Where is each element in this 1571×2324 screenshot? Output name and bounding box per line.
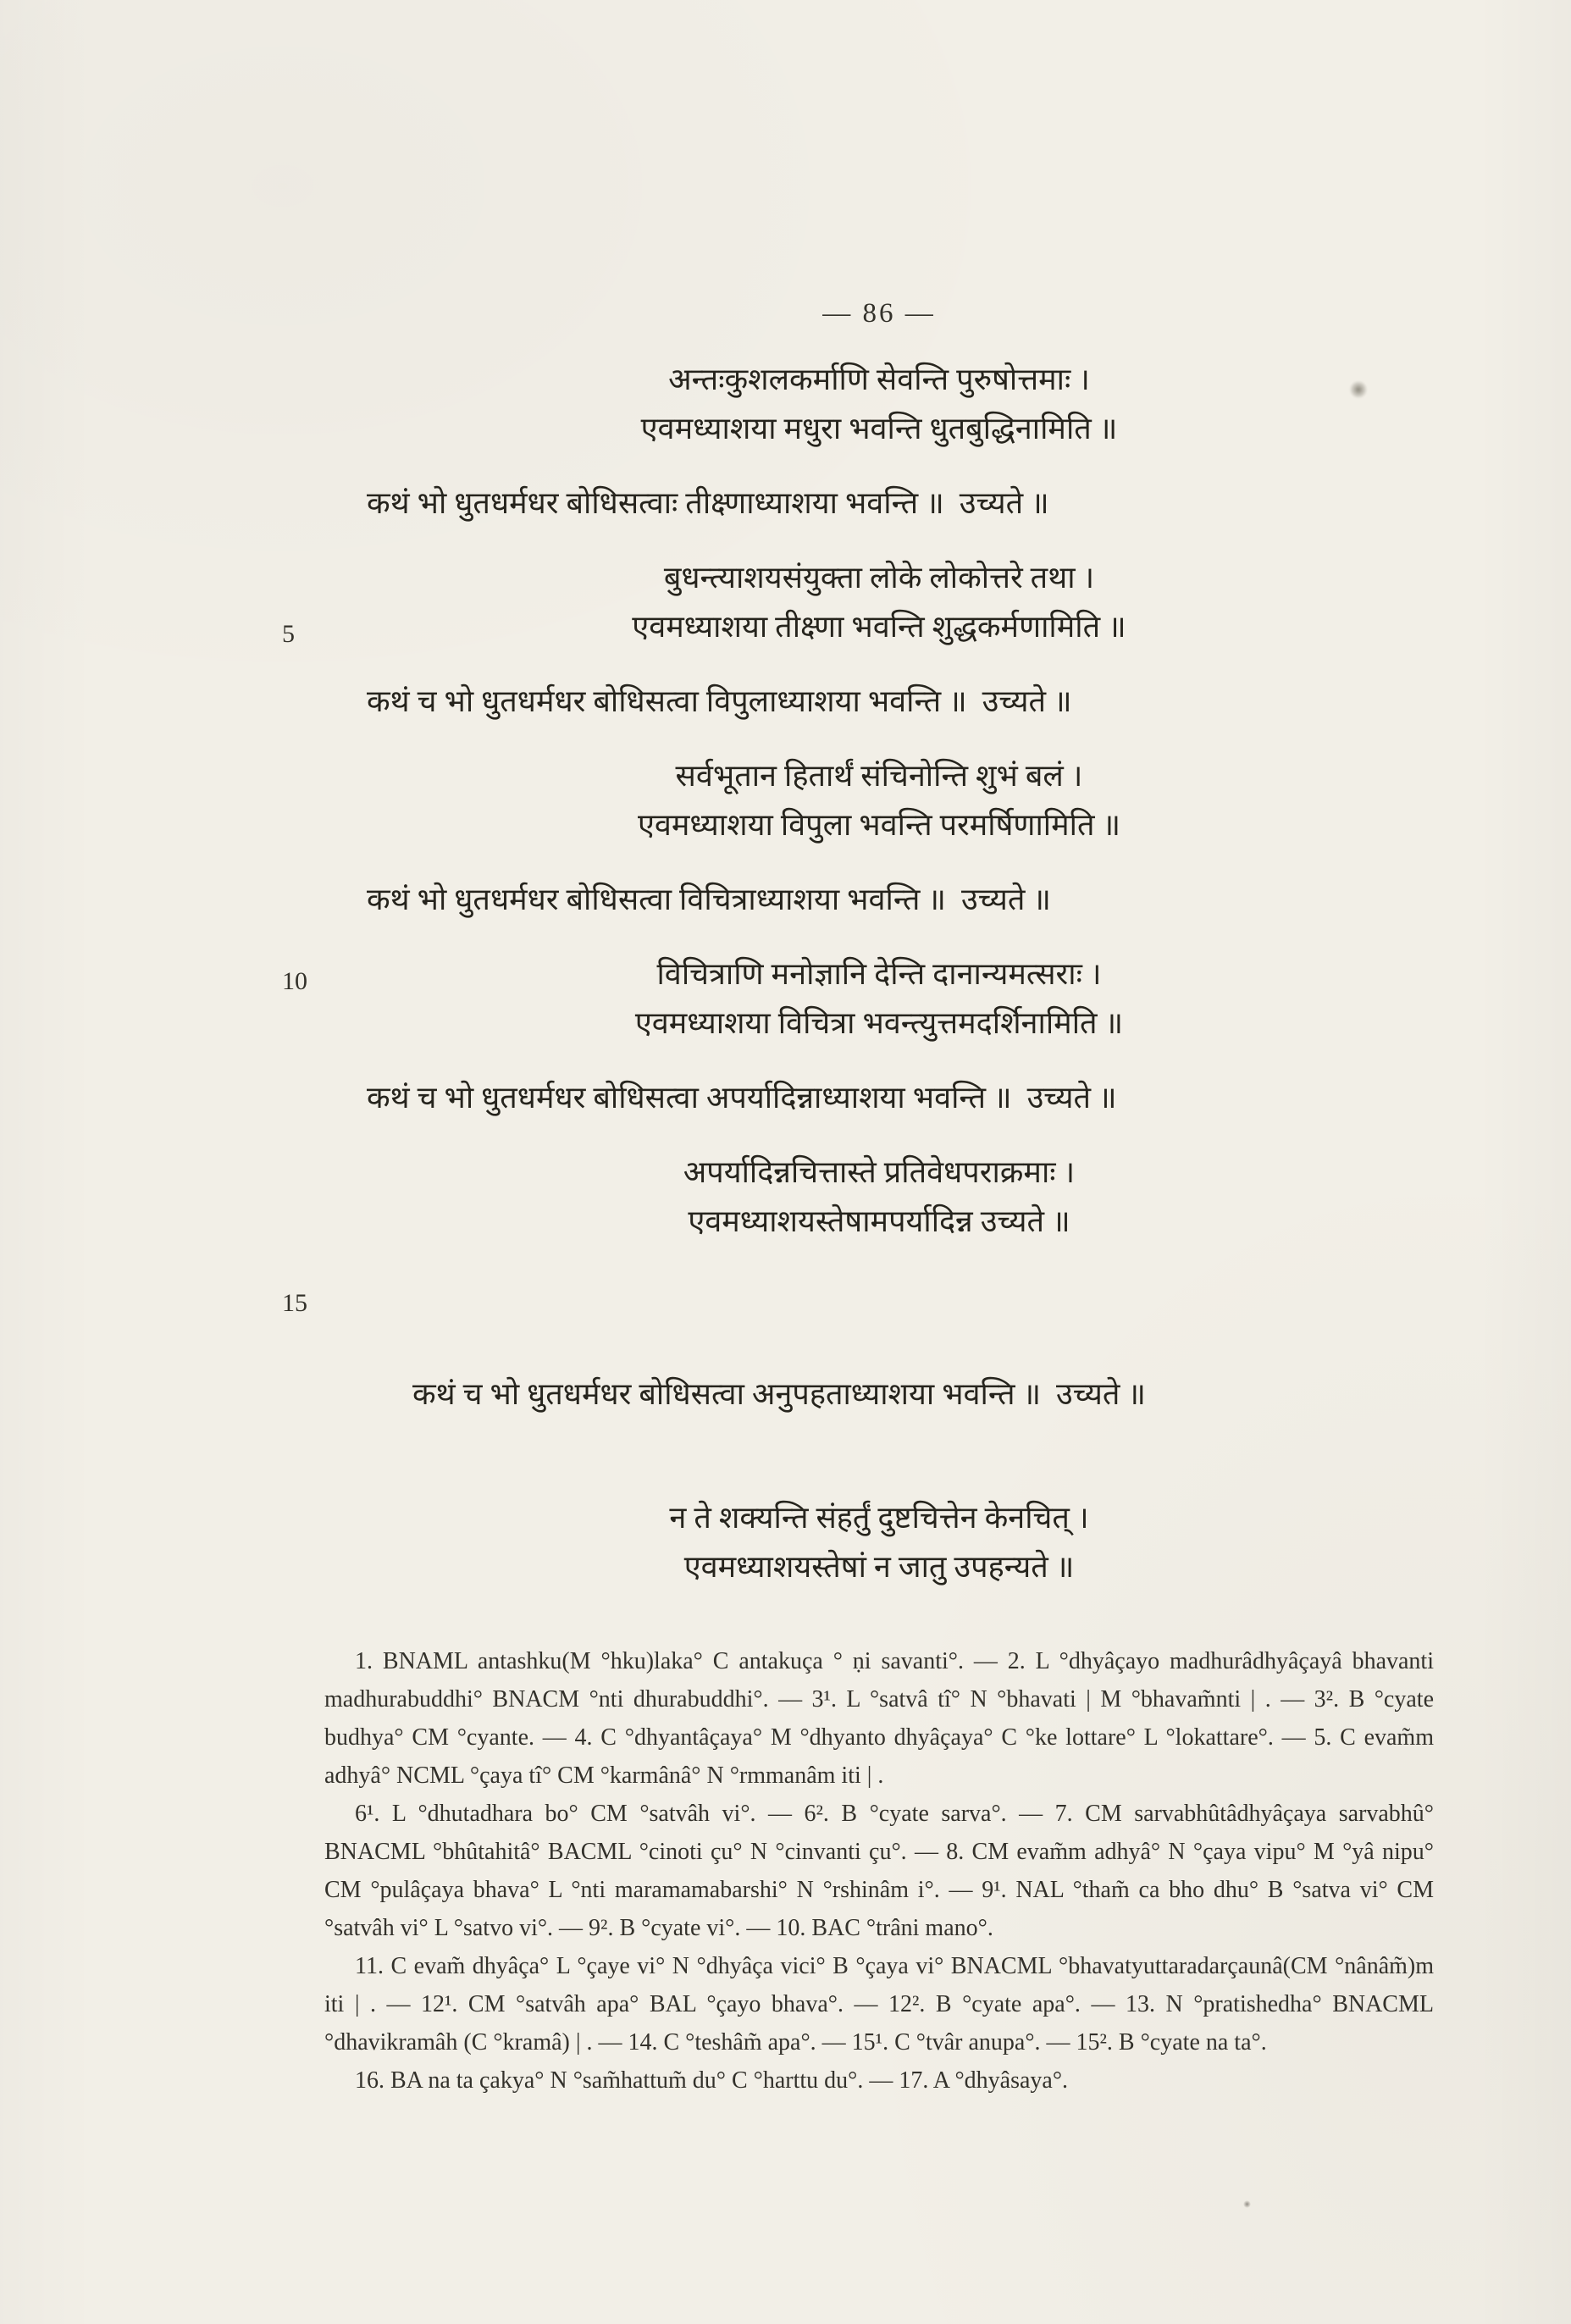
critical-apparatus	[324, 1642, 1434, 2100]
verse-line	[282, 949, 1434, 999]
verse-line: सर्वभूतान हितार्थं संचिनोन्ति शुभं बलं ।	[675, 759, 1083, 793]
verse-line: अपर्यादिन्नचित्तास्ते प्रतिवेधपराक्रमाः ।	[683, 1155, 1076, 1189]
verse-stanza	[282, 949, 1434, 1048]
margin-line-number: 10	[282, 967, 307, 995]
verse-stanza	[324, 1493, 1434, 1591]
text-column	[282, 0, 1434, 2100]
apparatus-note-group: 16. BA na ta çakya° N °sam̃hattum̃ du° C °harttu du°. — 17. A °dhyâsaya°.	[355, 2067, 1069, 2094]
verse-line-text: विचित्राणि मनोज्ञानि देन्ति दानान्यमत्सराः ।	[656, 957, 1102, 991]
verse-stanza	[324, 1148, 1434, 1246]
apparatus-note-group: 6¹. L °dhutadhara bo° CM °satvâh vi°. — 6². B °cyate sarva°. — 7. CM sarvabhûtâdhyâçaya sarvabhû° BNACML °bhûtahitâ° BACML °cinoti çu° N °cinvanti çu°. — 8. CM evam̃m adhyâ° N °çaya vipu° M °yâ nipu° CM °pulâçaya bhava° L °nti maramamabarshi° N °rshinâm i°. — 9¹. NAL °tham̃ ca bho dhu° B °satva vi° CM °satvâh vi° L °satvo vi°. — 9². B °cyate vi°. — 10. BAC °trâni mano°.	[324, 1801, 1434, 1941]
verse-line-text: एवमध्याशया तीक्ष्णा भवन्ति शुद्धकर्मणामिति ॥	[632, 610, 1126, 644]
verse-stanza	[282, 553, 1434, 651]
verse-stanza	[324, 355, 1434, 453]
margin-line-number: 15	[282, 1289, 307, 1317]
question-line-text: कथं च भो धुतधर्मधर बोधिसत्वा अनुपहताध्याशया भवन्ति ॥ उच्यते ॥	[412, 1377, 1146, 1411]
apparatus-note-group: 1. BNAML antashku(M °hku)laka° C antakuça ° ṇi savanti°. — 2. L °dhyâçayo madhurâdhyâçayâ bhavanti madhurabuddhi° BNACM °nti dhurabuddhi°. — 3¹. L °satvâ tî° N °bhavati | M °bhavam̃nti | . — 3². B °cyate budhya° CM °cyante. — 4. C °dhyantâçaya° M °dhyanto dhyâçaya° C °ke lottare° L °lokattare°. — 5. C evam̃m adhyâ° NCML °çaya tî° CM °karmânâ° N °rmmanâm iti | .	[324, 1648, 1434, 1789]
verse-line: बुधन्त्याशयसंयुक्ता लोके लोकोत्तरे तथा ।	[663, 561, 1095, 595]
question-line: कथं च भो धुतधर्मधर बोधिसत्वा विपुलाध्याशया भवन्ति ॥ उच्यते ॥	[367, 684, 1072, 718]
verse-line: अन्तःकुशलकर्माणि सेवन्ति पुरुषोत्तमाः ।	[668, 362, 1090, 396]
verse-line: एवमध्याशया मधुरा भवन्ति धुतबुद्धिनामिति ॥	[640, 412, 1118, 445]
verse-line: एवमध्याशया विचित्रा भवन्त्युत्तमदर्शिनामिति ॥	[634, 1006, 1124, 1040]
question-line: कथं भो धुतधर्मधर बोधिसत्वा विचित्राध्याशया भवन्ति ॥ उच्यते ॥	[367, 883, 1051, 916]
question-line: कथं च भो धुतधर्मधर बोधिसत्वा अपर्यादिन्नाध्याशया भवन्ति ॥ उच्यते ॥	[367, 1081, 1117, 1115]
apparatus-note-group: 11. C evam̃ dhyâça° L °çaye vi° N °dhyâça vici° B °çaya vi° BNACML °bhavatyuttaradarçaunâ(CM °nânâm̃)m iti | . — 12¹. CM °satvâh apa° BAL °çayo bhava°. — 12². B °cyate apa°. — 13. N °pratishedha° BNACML °dhavikramâh (C °kramâ) | . — 14. C °teshâm̃ apa°. — 15¹. C °tvâr anupa°. — 15². B °cyate na ta°.	[324, 1953, 1434, 2056]
verse-line: एवमध्याशया विपुला भवन्ति परमर्षिणामिति ॥	[637, 808, 1121, 842]
page-number: — 86 —	[822, 298, 936, 329]
verse-line: एवमध्याशयस्तेषां न जातु उपहन्यते ॥	[683, 1550, 1075, 1584]
question-line: कथं भो धुतधर्मधर बोधिसत्वाः तीक्ष्णाध्याशया भवन्ति ॥ उच्यते ॥	[367, 486, 1049, 520]
verse-line: एवमध्याशयस्तेषामपर्यादिन्न उच्यते ॥	[688, 1204, 1070, 1238]
scan-artifact	[1243, 2200, 1251, 2208]
verse-stanza	[324, 751, 1434, 849]
verse-line	[282, 602, 1434, 651]
margin-line-number: 5	[282, 620, 295, 648]
question-line	[282, 1271, 1434, 1468]
verse-line: न ते शक्यन्ति संहर्तुं दुष्टचित्तेन केनचित् ।	[669, 1501, 1089, 1535]
